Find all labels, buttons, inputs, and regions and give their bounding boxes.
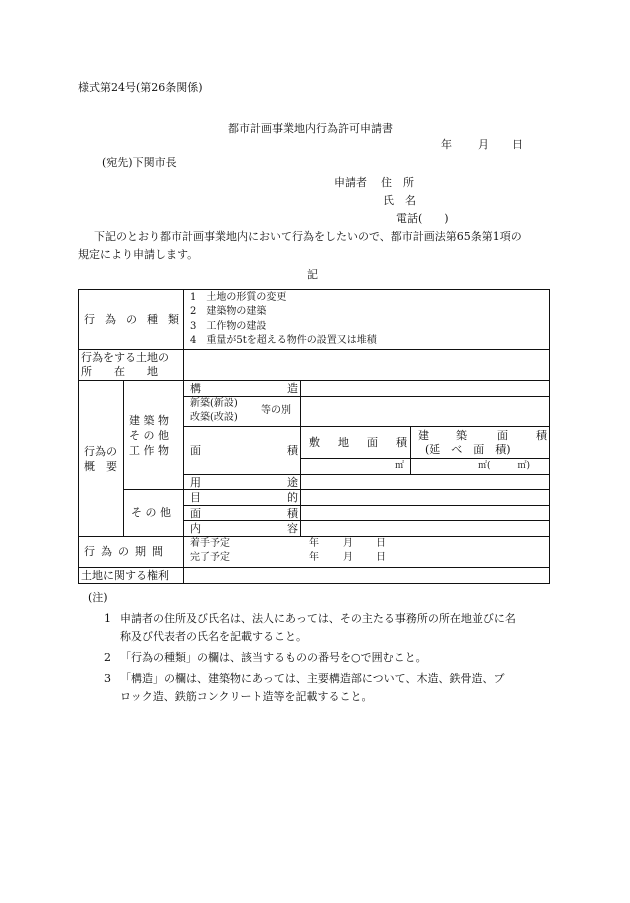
location-label-1: 行為をする土地の — [81, 351, 169, 364]
act-type-4: 4 重量が5tを超える物件の設置又は堆積 — [190, 335, 377, 346]
act-type-label: 行為の種類 — [84, 313, 189, 326]
period-end-label: 完了予定 — [190, 552, 230, 563]
note-3-num: 3 — [104, 672, 111, 685]
other-row-3-a: 内 — [190, 522, 201, 535]
other-row-1-b: 的 — [287, 491, 298, 504]
period-start-year: 年 — [309, 538, 319, 549]
site-area-h2: 地 — [338, 436, 349, 449]
period-end-day: 日 — [376, 552, 386, 563]
note-3-line-1: 「構造」の欄は、建築物にあっては、主要構造部について、木造、鉄骨造、ブ — [120, 672, 505, 685]
floor-area-h1: 建 — [418, 429, 429, 442]
distinction-label: 等の別 — [261, 405, 291, 416]
site-area-h1: 敷 — [309, 436, 320, 449]
note-1-num: 1 — [104, 612, 111, 625]
note-1-line-1: 申請者の住所及び氏名は、法人にあっては、その主たる事務所の所在地並びに名 — [120, 612, 516, 625]
note-1-line-2: 称及び代表者の氏名を記載すること。 — [120, 630, 307, 643]
date-day: 日 — [512, 138, 523, 151]
period-end-month: 月 — [343, 552, 353, 563]
floor-area-h3: 面 — [497, 429, 508, 442]
location-label-2: 所 在 地 — [81, 365, 158, 378]
new-label-1: 新築(新設) — [190, 398, 238, 409]
other-row-3-b: 容 — [287, 522, 298, 535]
new-label-2: 改築(改設) — [190, 412, 238, 423]
period-end-year: 年 — [309, 552, 319, 563]
period-label: 行為の期間 — [84, 545, 169, 558]
intro-line-2: 規定により申請します。 — [78, 248, 199, 261]
floor-area-h4: 積 — [536, 429, 547, 442]
note-3-line-2: ロック造、鉄筋コンクリート造等を記載すること。 — [120, 690, 373, 703]
applicant-phone-label: 電話( ) — [396, 212, 449, 225]
site-area-h3: 面 — [367, 436, 378, 449]
note-2-num: 2 — [104, 651, 111, 664]
date-year: 年 — [441, 138, 452, 151]
other-row-2-b: 積 — [287, 507, 298, 520]
floor-area-sub: (延 べ 面 積) — [425, 443, 511, 456]
other-label: そ の 他 — [131, 506, 171, 519]
area-label-a: 面 — [190, 444, 201, 457]
act-type-1: 1 土地の形質の変更 — [190, 292, 287, 303]
applicant-label: 申請者 — [334, 176, 367, 189]
notes-heading: (注) — [88, 591, 108, 604]
intro-line-1: 下記のとおり都市計画事業地内において行為をしたいので、都市計画法第65条第1項の — [94, 230, 522, 243]
period-start-month: 月 — [343, 538, 353, 549]
form-number: 様式第24号(第26条関係) — [78, 81, 203, 94]
applicant-name-label: 氏 名 — [383, 194, 416, 207]
act-type-3: 3 工作物の建設 — [190, 321, 267, 332]
other-row-2-a: 面 — [190, 507, 201, 520]
building-group-label-3: 工 作 物 — [129, 444, 169, 457]
site-area-h4: 積 — [396, 436, 407, 449]
building-group-label-1: 建 築 物 — [129, 414, 169, 427]
applicant-address-label: 住 所 — [381, 176, 414, 189]
rights-label: 土地に関する権利 — [81, 569, 169, 582]
unit-floor: ㎡( ㎡) — [478, 461, 531, 471]
note-2-line-1: 「行為の種類」の欄は、該当するものの番号を○で囲むこと。 — [120, 651, 427, 664]
page-title: 都市計画事業地内行為許可申請書 — [228, 122, 393, 135]
use-label-a: 用 — [190, 476, 201, 489]
other-row-1-a: 目 — [190, 491, 201, 504]
use-label-b: 途 — [287, 476, 298, 489]
floor-area-h2: 築 — [456, 429, 467, 442]
period-start-day: 日 — [376, 538, 386, 549]
unit-site: ㎡ — [395, 461, 405, 471]
structure-label-a: 構 — [190, 382, 201, 395]
overview-label-1: 行為の — [84, 445, 117, 458]
building-group-label-2: そ の 他 — [129, 429, 169, 442]
period-start-label: 着手予定 — [190, 538, 230, 549]
addressee: (宛先)下関市長 — [102, 156, 177, 169]
date-month: 月 — [478, 138, 489, 151]
overview-label-2: 概 要 — [84, 460, 117, 473]
structure-label-b: 造 — [287, 382, 298, 395]
act-type-2: 2 建築物の建築 — [190, 306, 267, 317]
area-label-b: 積 — [287, 444, 298, 457]
ki-heading: 記 — [307, 268, 318, 281]
